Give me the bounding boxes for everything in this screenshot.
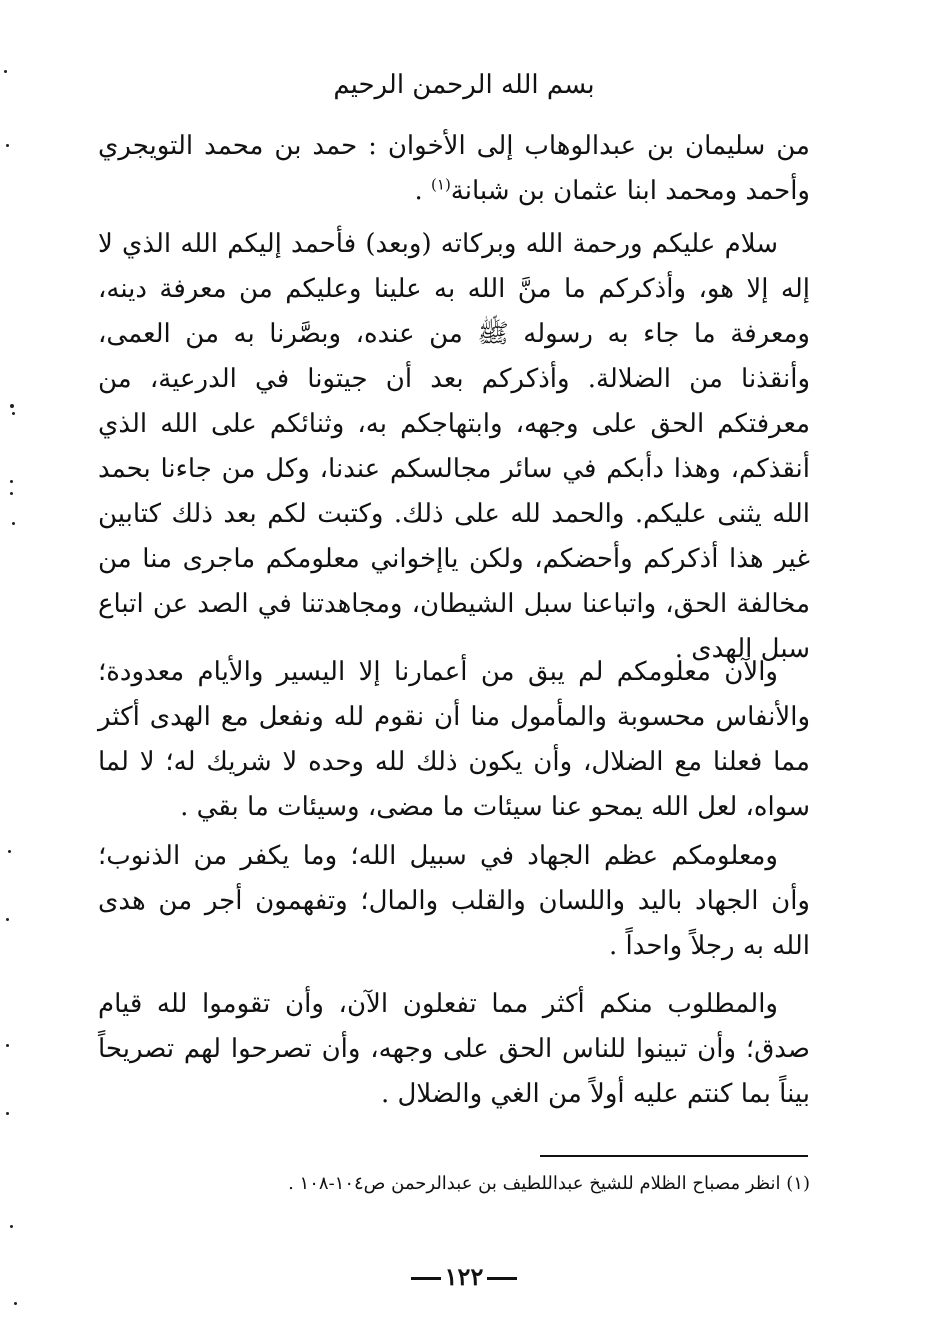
time-remaining-paragraph: والآن معلومكم لم يبق من أعمارنا إلا اليسير والأيام معدودة؛ والأنفاس محسوبة والمأمول منا أن نقوم لله ونفعل مع الهدى أكثر مما فعلنا مع الضلال، وأن يكون ذلك لله وحده لا شريك له؛ لا لما سواه، لعل الله يمحو عنا سيئات ما مضى، وسيئات ما بقي . xyxy=(98,657,810,822)
scan-speck xyxy=(6,1044,9,1047)
jihad-paragraph: ومعلومكم عظم الجهاد في سبيل الله؛ وما يكفر من الذنوب؛ وأن الجهاد باليد واللسان والقلب والمال؛ وتفهمون أجر من هدى الله به رجلاً واحداً . xyxy=(98,841,810,961)
page-number-dash-right xyxy=(487,1277,517,1280)
scan-speck xyxy=(10,492,13,495)
scan-speck xyxy=(12,412,15,415)
footnote-divider xyxy=(540,1155,808,1157)
footnote: (١) انظر مصباح الظلام للشيخ عبداللطيف بن عبدالرحمن ص١٠٤-١٠٨ . xyxy=(288,1173,810,1194)
request-paragraph: والمطلوب منكم أكثر مما تفعلون الآن، وأن تقوموا لله قيام صدق؛ وأن تبينوا للناس الحق على وجهه، وأن تصرحوا لهم تصريحاً بيناً بما كنتم عليه أولاً من الغي والضلال . xyxy=(98,989,810,1109)
page-number xyxy=(0,1262,928,1291)
scan-speck xyxy=(12,522,15,525)
scan-speck xyxy=(10,404,14,408)
page-number-value: ١٢٢ xyxy=(444,1262,484,1291)
basmala-heading: بسم الله الرحمن الرحيم xyxy=(333,70,595,100)
scan-speck xyxy=(4,70,7,73)
scan-speck xyxy=(8,850,11,853)
page-number-dash-left xyxy=(411,1277,441,1280)
scan-speck xyxy=(10,480,13,483)
scan-speck xyxy=(10,1225,13,1228)
greeting-paragraph: سلام عليكم ورحمة الله وبركاته (وبعد) فأحمد إليكم الله الذي لا إله إلا هو، وأذكركم ما منَّ الله به علينا وعليكم من معرفة دينه، ومعرفة ما جاء به رسوله ﷺ من عنده، وبصَّرنا به من العمى، وأنقذنا من الضلالة. وأذكركم بعد أن جيتونا في الدرعية، من معرفتكم الحق على وجهه، وابتهاجكم به، وثنائكم على الله الذي أنقذكم، وهذا دأبكم في سائر مجالسكم عندنا، وكل من جاءنا بحمد الله يثنى عليكم. والحمد لله على ذلك. وكتبت لكم بعد ذلك كتابين غير هذا أذكركم وأحضكم، ولكن ياإخواني معلومكم ماجرى منا من مخالفة الحق، واتباعنا سبل الشيطان، ومجاهدتنا في الصد عن اتباع سبل الهدى . xyxy=(98,229,810,664)
scan-speck xyxy=(14,1302,17,1305)
scan-speck xyxy=(6,144,9,147)
letter-address-paragraph xyxy=(98,124,810,214)
footnote-marker: (١) xyxy=(431,175,451,194)
scan-speck xyxy=(6,918,9,921)
scan-speck xyxy=(6,1112,9,1115)
address-text: من سليمان بن عبدالوهاب إلى الأخوان : حمد بن محمد التويجري وأحمد ومحمد ابنا عثمان بن شبانة xyxy=(98,131,810,206)
address-tail: . xyxy=(414,176,432,206)
